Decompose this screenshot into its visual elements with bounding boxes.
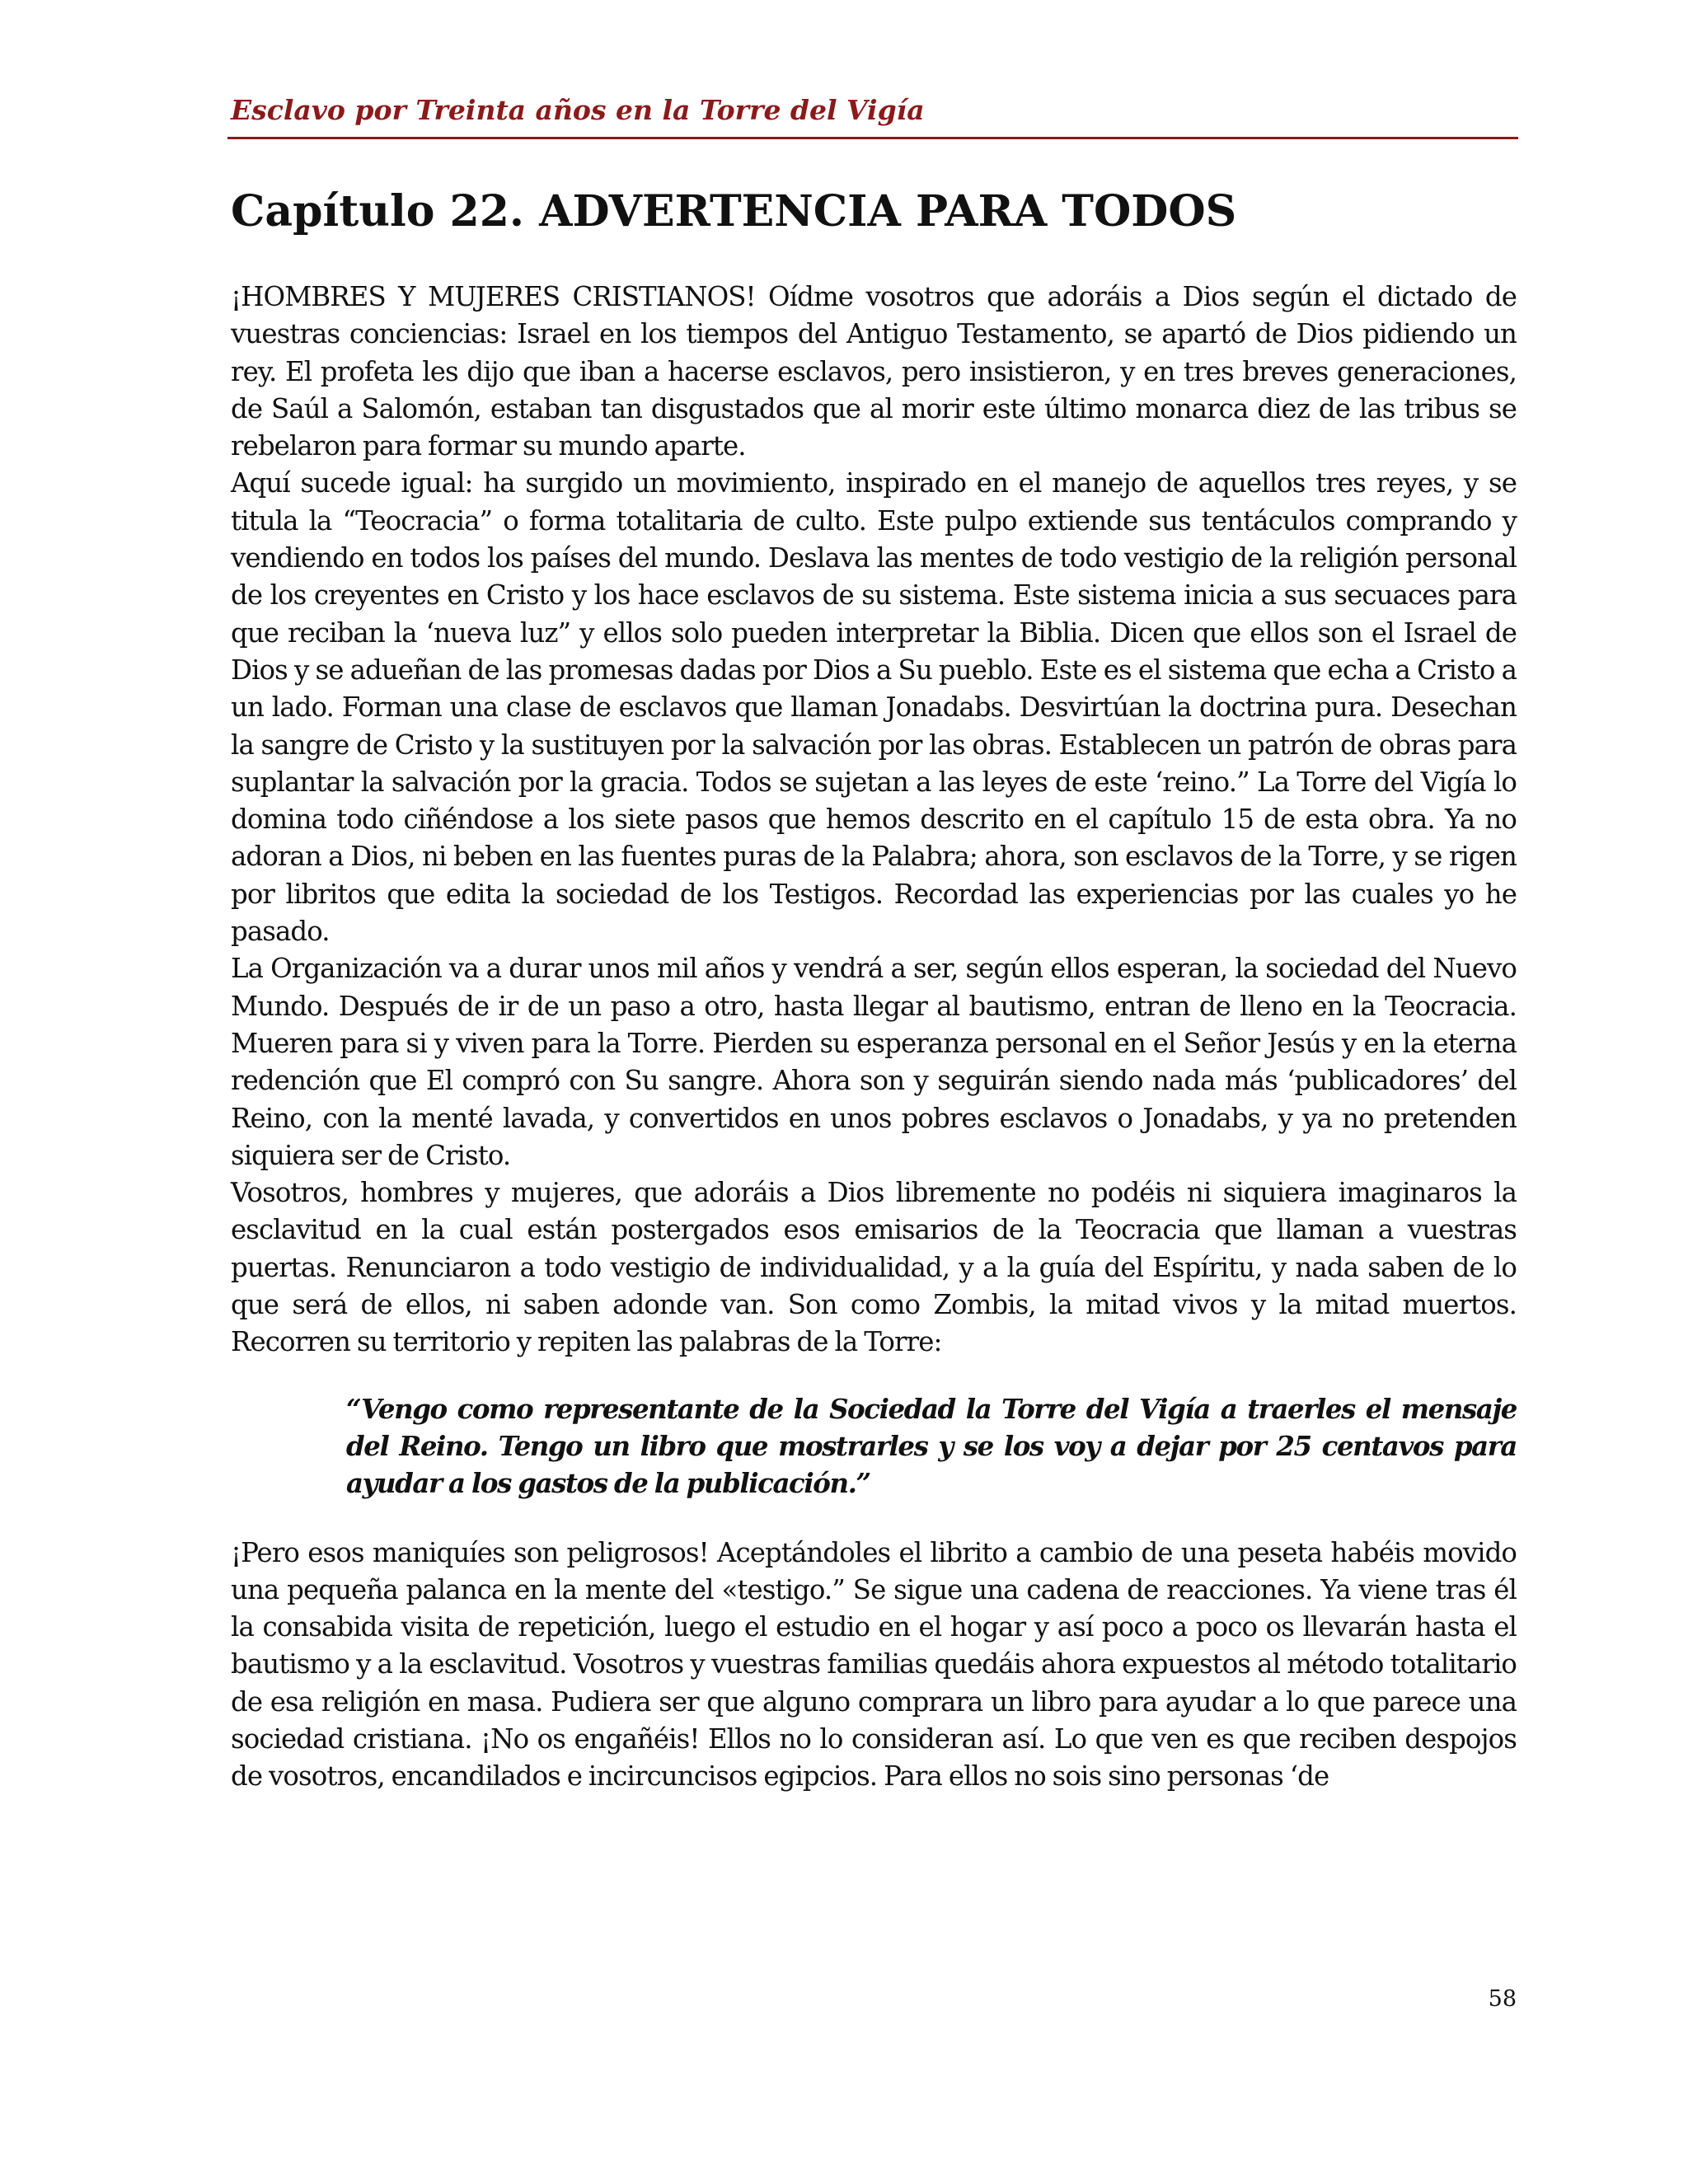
- chapter-title: Capítulo 22. ADVERTENCIA PARA TODOS: [231, 186, 1237, 237]
- paragraph-2: Aquí sucede igual: ha surgido un movimiento, inspirado en el manejo de aquellos tres reyes, y se titula la “Teocracia” o forma totalitaria de culto. Este pulpo extiende sus tentáculos comprando y vendiendo en todos los países del mundo. Deslava las mentes de todo vestigio de la religión personal de los creyentes en Cristo y los hace esclavos de su sistema. Este sistema inicia a sus secuaces para que reciban la ‘nueva luz” y ellos solo pueden interpretar la Biblia. Dicen que ellos son el Israel de Dios y se adueñan de las promesas dadas por Dios a Su pueblo. Este es el sistema que echa a Cristo a un lado. Forman una clase de esclavos que llaman Jonadabs. Desvirtúan la doctrina pura. Desechan la sangre de Cristo y la sustituyen por la salvación por las obras. Establecen un patrón de obras para suplantar la salvación por la gracia. Todos se sujetan a las leyes de este ‘reino.” La Torre del Vigía lo domina todo ciñéndose a los siete pasos que hemos descrito en el capítulo 15 de esta obra. Ya no adoran a Dios, ni beben en las fuentes puras de la Palabra; ahora, son esclavos de la Torre, y se rigen por libritos que edita la sociedad de los Testigos. Recordad las experiencias por las cuales yo he pasado.: [231, 467, 1517, 948]
- paragraph-1: ¡HOMBRES Y MUJERES CRISTIANOS! Oídme vosotros que adoráis a Dios según el dictado de vuestras conciencias: Israel en los tiempos del Antiguo Testamento, se apartó de Dios pidiendo un rey. El profeta les dijo que iban a hacerse esclavos, pero insistieron, y en tres breves generaciones, de Saúl a Salomón, estaban tan disgustados que al morir este último monarca diez de las tribus se rebelaron para formar su mundo aparte.: [231, 281, 1517, 462]
- body-text: [231, 279, 1517, 1796]
- page-number: 58: [1488, 1986, 1517, 2012]
- block-quote: “Vengo como representante de la Sociedad la Torre del Vigía a traerles el mensaje del Reino. Tengo un libro que mostrarles y se los voy a dejar por 25 centavos para ayudar a los gastos de la publicación.”: [346, 1393, 1517, 1500]
- header-rule: [227, 137, 1518, 139]
- paragraph-3: La Organización va a durar unos mil años y vendrá a ser, según ellos esperan, la sociedad del Nuevo Mundo. Después de ir de un paso a otro, hasta llegar al bautismo, entran de lleno en la Teocracia. Mueren para si y viven para la Torre. Pierden su esperanza personal en el Señor Jesús y en la eterna redención que El compró con Su sangre. Ahora son y seguirán siendo nada más ‘publicadores’ del Reino, con la menté lavada, y convertidos en unos pobres esclavos o Jonadabs, y ya no pretenden siquiera ser de Cristo.: [231, 953, 1517, 1171]
- paragraph-4: Vosotros, hombres y mujeres, que adoráis a Dios libremente no podéis ni siquiera imaginaros la esclavitud en la cual están postergados esos emisarios de la Teocracia que llaman a vuestras puertas. Renunciaron a todo vestigio de individualidad, y a la guía del Espíritu, y nada saben de lo que será de ellos, ni saben adonde van. Son como Zombis, la mitad vivos y la mitad muertos. Recorren su territorio y repiten las palabras de la Torre:: [231, 1177, 1517, 1358]
- paragraph-5: ¡Pero esos maniquíes son peligrosos! Aceptándoles el librito a cambio de una peseta habéis movido una pequeña palanca en la mente del «testigo.” Se sigue una cadena de reacciones. Ya viene tras él la consabida visita de repetición, luego el estudio en el hogar y así poco a poco os llevarán hasta el bautismo y a la esclavitud. Vosotros y vuestras familias quedáis ahora expuestos al método totalitario de esa religión en masa. Pudiera ser que alguno comprara un libro para ayudar a lo que parece una sociedad cristiana. ¡No os engañéis! Ellos no lo consideran así. Lo que ven es que reciben despojos de vosotros, encandilados e incircuncisos egipcios. Para ellos no sois sino personas ‘de: [231, 1536, 1517, 1793]
- running-header: Esclavo por Treinta años en la Torre del Vigía: [231, 94, 925, 126]
- document-page: [231, 0, 1517, 2184]
